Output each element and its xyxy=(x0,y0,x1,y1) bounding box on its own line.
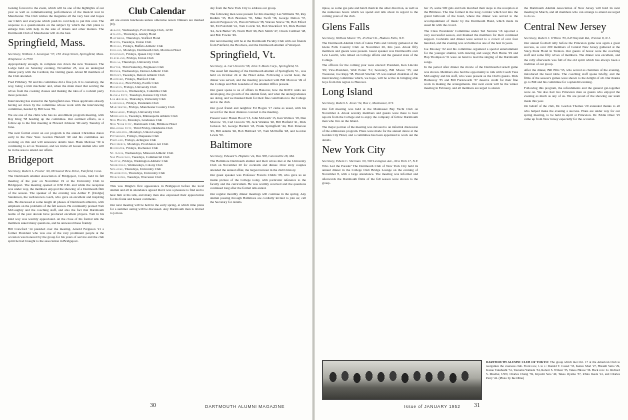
calendar-entry-city: Detroit, xyxy=(110,72,122,77)
calendar-entry-details: Wednesdays, Fort Orange Club, 12:30 xyxy=(122,27,173,32)
club-calendar-list xyxy=(110,28,204,179)
article-paragraph: On behalf of the club, Dr. Gordon Thomas '20 extended thanks to all who helped make the evening a success. Plans are under way for our spring meeting, to be held in April at Princeton. Dr. Eddie Olser '25 came up from New Jersey especially for the occasion. xyxy=(524,104,620,122)
article-paragraph: Our guest spoke to us of affairs in Hanover, how the ROTC units are developing, the growth of the alumni fund, and what the undergraduates are doing, and we thanked them for their fine contribution to the College and to the club. xyxy=(210,87,306,105)
article-paragraph: The Baltimore Dartmouth alumni and their wives met at the University Club on November 20 for cocktails and dinner. Over sixty couples attended the annual affair, the largest turnout in the club's history. xyxy=(210,159,306,172)
divider xyxy=(110,181,204,182)
article-paragraph: Our next meeting will be at the Dartmouth Faculty Club with our friends from Fairfield, the Brochers, and the Dartmouth Alumni of Westport. xyxy=(210,38,306,47)
calendar-entry-city: San Francisco, xyxy=(110,154,132,159)
calendar-entry-details: Fridays, University Club xyxy=(126,109,160,114)
left-column-3 xyxy=(210,6,306,206)
intro-paragraph: the Dartmouth Alumni Association of New Jersey will hold its next meeting in March, and all members who can arrange to attend are urged to do so. xyxy=(524,6,620,19)
calendar-entry-details: First Friday, Pacific Club xyxy=(125,80,159,85)
secretary-byline: Secretary, A. Carl Lincoln '38, John T. Mack Corp., Springfield, Vt. xyxy=(210,64,299,69)
calendar-entry-city: Buffalo, xyxy=(110,44,123,49)
calendar-entry-details: Fridays, Manchester Country Club xyxy=(128,105,175,110)
calendar-entry-city: Baltimore, xyxy=(110,35,126,40)
calendar-entry-details: Thursdays, University Club xyxy=(124,166,162,171)
calendar-entry-city: Honolulu, xyxy=(110,80,125,85)
club-calendar-intro: All are events luncheons unless otherwise noted. Dinners are marked (D). xyxy=(110,18,204,27)
section-heading-new-york-city: New York City xyxy=(322,144,386,156)
calendar-entry xyxy=(110,175,204,179)
article-paragraph: Present were: Hazen Hood '13, John McGrath '15, Ken Wallace '18, Dan Morrow '19, Carl Lincoln '38, Jack Watkins '40, Bill Hatfield '41, Dick Jackson '42, George Bartlett '43, Frank Springfield '44, Bob Peterson '45, Bill Adams '46, Bob Hubbard '47, Tom McDuffie '48, and Gordon Lewis '50. xyxy=(210,116,306,137)
calendar-entry-details: Fridays, Buffalo Athletic Club xyxy=(123,44,164,49)
page-footer: Issue of JANUARY 1952 xyxy=(404,404,461,409)
section-heading-springfield-mass: Springfield, Mass. xyxy=(8,38,86,50)
article-paragraph: Our regular monthly dinner meetings will continue in the spring. Any alumni passing through Baltimore are cordially invited to join us; call the Secretary for details. xyxy=(210,191,306,205)
calendar-entry-city: Philadelphia, xyxy=(110,130,129,135)
calendar-entry-city: Albany, xyxy=(110,27,122,32)
calendar-entry-city: Cincinnati, xyxy=(110,52,126,57)
calendar-entry-city: New Haven, xyxy=(110,117,127,122)
intro-paragraph: day from the New York City to address our group. xyxy=(210,6,277,10)
article-paragraph: Joe Mooney '22 and his committee organized a special entertainment for the younger alumni, with dancing and songs; Bob Burns '29 and Hap Thompson '31 were on hand to lead the singing of the Dartmouth songs. xyxy=(424,47,518,64)
calendar-entry-details: Tuesdays, Worcester Club xyxy=(126,175,162,180)
calendar-entry-details: Wednesdays, Colony Club xyxy=(127,162,163,167)
calendar-entry-city: Los Angeles, xyxy=(110,97,129,102)
article-paragraph: We are one of the clubs who has no enrollment program meeting, with Ray King '38 heading up the committee. Our outlined efforts, as a follow-up to the first meeting at Howard Johnson 'till early Tuesday of June. xyxy=(8,112,104,130)
calendar-entry-details: Fridays, Washington Athletic Club xyxy=(122,158,169,163)
calendar-entry-city: Kansas City, xyxy=(110,93,129,98)
section-heading-glens-falls: Glens Falls xyxy=(322,21,370,33)
calendar-entry-city: Cleveland, xyxy=(110,56,126,61)
calendar-entry-city: Dayton, xyxy=(110,64,122,69)
calendar-entry-details: Mondays, Graduates Club xyxy=(127,117,163,122)
section-heading-long-island: Long Island xyxy=(322,87,373,99)
calendar-entry-city: Dallas, xyxy=(110,60,122,65)
article-paragraph: The officers for the coming year were elected: President, Ken Lincoln '29; Vice-President, Walt Potter '31; Secretary, Bill Moore '35; and Treasurer, Joe Rapp '38. Harold Sinclair '25 was named chairman of the interviewing committee which, we hope, will be active in bringing able boys from this region to Hanover. xyxy=(322,63,418,85)
calendar-entry-city: Manchester, xyxy=(110,105,128,110)
section-heading-baltimore: Baltimore xyxy=(210,140,252,152)
secretary-byline: Secretary, Edward S. Hopkins '44, Box 308, Catonsville 28, Md. xyxy=(210,154,295,159)
calendar-entry-details: Tuesdays, Detroit Athletic Club xyxy=(122,72,165,77)
page-footer: DARTMOUTH ALUMNI MAGAZINE xyxy=(205,404,285,409)
left-column-1 xyxy=(8,6,104,245)
section-heading-bridgeport: Bridgeport xyxy=(8,155,54,167)
article-paragraph: Our annual football rally before the Princeton game was again a great success, as over 200 members of Central New Jersey gathered at the Stacy-Trent Hotel in Trenton. Our guests of honor were the coaching staff and some fifty wives of members. The dinner was excellent, and the rally afterwards was full of the old spirit which has always been a tradition of our group. xyxy=(524,40,620,66)
calendar-entry-city: Louisville, xyxy=(110,101,126,106)
article-paragraph: Our guest speaker was Professor Francis Childs '28, who gave us an inside picture of the College today, with particular reference to the faculty and the curriculum. He was warmly received and the questions continued long after the formal talk ended. xyxy=(210,173,306,191)
calendar-entry-city: Atlanta, xyxy=(110,31,123,36)
calendar-entry-city: St. Louis, xyxy=(110,150,125,155)
article-paragraph: The Dartmouth Alumni Association of Bridgeport, Conn., held its fall meeting of the year on November 19 at the University Club in Bridgeport. The meeting opened at 6:30 P.M. and while the reception was under way, the members enjoyed the showing of a Dartmouth film of the season. The speaker of the evening was Arthur F. (Dodgie) Sanderson, the well-known coach, who gave an excellent and inspiring talk. He discussed at some length all phases of Dartmouth athletics, with emphasis on the problems of the fall season. He continually praised Tom McLaughry and the coaching staff, and also the fact that Dartmouth teams of the past decade have produced excellent players. Tom in his kind way was warmly appreciated. At the close of his formal talk the members asked many questions, and he answered these frankly. xyxy=(8,174,104,225)
calendar-entry-details: Third Friday, Oklahoma Club xyxy=(133,125,173,130)
calendar-entry-city: Milwaukee, xyxy=(110,109,126,114)
calendar-entry-details: Thursdays, University Club xyxy=(129,97,166,102)
article-paragraph: Fred Pillsbury '30 and his committee did a fine job. It is customary, the way, being a trim mechanic and, when the main meal that serving the wives from the cooking classes and making the idea of a cocktail party more personal. xyxy=(8,80,104,97)
calendar-entry-details: Thursdays, University Club xyxy=(121,60,159,65)
calendar-entry-details: Fridays, University Club xyxy=(123,85,157,89)
calendar-entry-details: Thursdays, University Club xyxy=(128,170,166,175)
calendar-entry-details: Tuesdays, Union Club xyxy=(121,39,152,44)
calendar-entry-details: Third Saturday, Engineers Club xyxy=(122,64,164,69)
photo-caption xyxy=(486,361,620,381)
tokyo-club-group-photo xyxy=(322,360,482,400)
section-heading-central-new-jersey: Central New Jersey xyxy=(524,21,607,33)
calendar-entry-details: Wednesdays, Missouri Athletic Club xyxy=(124,150,174,155)
calendar-entry-details: Mondays, Providence Art Club xyxy=(127,142,169,147)
intro-paragraph: looking forward to the event, which will be one of the highlights of our year as well as commemorating performances of the musical tour in Manchester. The Club wishes the magazine all the very best and hopes our Club's and everyone which push its card help to put this over. The response to a questionnaire on the subject by which the club plans to enlarge lists with help in the sale of tickets and other matters. The Dartmouth Club of Manchester will do the best. xyxy=(8,6,104,36)
calendar-entry-details: Fridays, Union Club xyxy=(126,56,154,61)
article-paragraph: Appropriately enough, in complete run down the new Treasurer. The Lodge held on Saturday evening, November 23, was an undergrad dinner party with the Cardinal, the visiting guest. About 60 members of the Club attended. xyxy=(8,61,104,79)
article-paragraph: Interviewing has started in the Springfield area. Three applicants already having set down by the committee whose work with the interviewing committee, headed by Bill Goss '39. xyxy=(8,98,104,112)
calendar-entry-details: Tuesdays, Minneapolis Athletic Club xyxy=(128,113,178,118)
article-paragraph: The following men were present for this meeting: Les Williams '30, Ray Rudkin '33, Bob Brennan '35, Mike Swift '36, George Dalton '37, Arnold Ferguson '21, Harold Wilson '38, Warren Struve '39, Bob Elford '40, Ed Fairchild '41, Tom Corvin '42, Bob Shackford '43, Dick Bartlett '44, Jack Butler '45, Norm Hull '46, Bob Smith '47, Chuck Cuthbert '48, and Bob Fowler '49. xyxy=(210,11,306,37)
club-calendar-title: Club Calendar xyxy=(128,6,186,16)
calendar-entry-city: Indianapolis, xyxy=(110,89,128,94)
article-paragraph: In the period after dinner the movie of the Dartmouth-Cornell game was shown. Members also had the opportunity to talk with Coach Tuss McLaughry and his staff, who were present as the Club's guests. Dick Hathaway '35 and Bill Farnsworth '37 deserve credit for their fine work in making the arrangements. Our next event will be the winter meeting in February, and all members are urged to attend. xyxy=(424,65,518,91)
article-paragraph: Our fall meeting was held at the Manhasset Bay Yacht Club on November 4. About seventy members and guests were there to hear reports from the College and to enjoy the company of fellow Dartmouth men who live on the Island. xyxy=(322,106,418,124)
calendar-entry-details: Fridays, Duquesne Club xyxy=(126,134,159,139)
calendar-entry-city: Pittsburgh, xyxy=(110,134,127,139)
calendar-entry-city: Chicago, xyxy=(110,48,123,53)
section-heading-springfield-vt: Springfield, Vt. xyxy=(210,50,276,62)
article-paragraph: The usual fall meeting of the Dartmouth Alumni of Springfield, Vt., was held on October 24 at the Hotel Adna. Following a social hour, the dinner was served, and the meeting proceeded with Bill Morrow '49 of the College and Bob Gaudette of the Alumni Office present. xyxy=(210,69,306,86)
calendar-entry-details: Thursdays, Ansley Hotel xyxy=(123,31,157,36)
calendar-entry-details: Wednesdays, Columbia Club xyxy=(128,89,168,94)
photo-caption-text: The group which met Oct. 17 at the American Club to reorganize the overseas club. Front row, l. to r.: Donald T. Cassel '33, Kenzo Mori '27, Hisashi Saito '29, Kazuo Takahashi '31, Tsutomu Yamada '34, Robert S. Wilson '35, Takeo Hirose '36. Back row: Lt. Richard S. Mueller, USN, Charles Chang '39, Kiyoshi Sato '40, Takao Oyama '37, Ichiro Ikeda '41, and Charles Perry '42. (Photo by Ike Ohno) xyxy=(486,360,621,380)
calendar-entry-details: Fridays, Pendennis Club xyxy=(126,101,159,106)
article-paragraph: The Class Presidents' Committee under Ted Stevens '16 reported a very successful season, and thanked the members for their continued support. Cocktails and dinner were served to a crowd of over four hundred, and the evening was acclaimed as one of the best in years. xyxy=(424,28,518,46)
intro-paragraph: tiptoe, so some gas pale and hatch them in the other direction, as well as the numerous hours which we spend and talk about in regard to the coming years of the club. xyxy=(322,6,418,19)
calendar-note: Our next meeting will be held in the early spring, at which time plans for a summer outing will be discussed. Any Dartmouth man is invited to join us. xyxy=(110,202,204,215)
calendar-entry-city: Springfield, xyxy=(110,162,127,167)
article-paragraph: ber 15, some 500 gals and lads marched their steps to the reception at the Biltmore. The line formed in the long corridor which led into the grand ballroom of the hotel, where the dinner was served to the accompaniment of music by the Dartmouth Band, which made its usual hit with the crowd. xyxy=(424,6,518,27)
calendar-entry-details: Dartmouth Club, Biltmore Hotel xyxy=(133,121,177,126)
calendar-entry-city: Minneapolis, xyxy=(110,113,128,118)
article-paragraph: Following this program, the refreshments and the general get-together were on. We also had two Princeton men as guests who enjoyed the evening as much as any of us. We are proud of the showing our team made this year. xyxy=(524,86,620,103)
secretary-byline: Secretary, Edwin C. Sherman '29, 500 Lexington Ave., New York 17, N.Y. xyxy=(322,158,418,163)
calendar-entry-details: Wednesdays, Denver Athletic Club xyxy=(122,68,169,73)
right-column-3 xyxy=(524,6,620,123)
right-column-2 xyxy=(424,6,518,358)
article-paragraph: The Dartmouth Alumni Club of Glens Falls and vicinity gathered at the Glens Falls Country Club on November 26, this year. About fifty members and guests were present. Guest speaker was Dartmouth's own Lew Leavitt, who talked on College affairs and the general state of the College. xyxy=(322,40,418,62)
calendar-entry-details: Fridays, Queen City Club xyxy=(126,52,161,57)
calendar-entry-details: Thursdays, Stafford Hotel xyxy=(125,35,161,40)
calendar-entry-details: Tuesdays, Commercial Club xyxy=(131,154,170,159)
article-paragraph: Bill Crawford '14 presided over the meeting. Arnold Ferguson '21 a former President who was one of the very prominent people at the occasion was honored by the group for his years of service and the club spirit he had brought to the association in Bridgeport. xyxy=(8,226,104,244)
club-calendar-column xyxy=(110,6,204,217)
calendar-entry-city: Oklahoma City, xyxy=(110,125,133,130)
calendar-entry-city: Worcester, xyxy=(110,175,127,180)
secretary-byline: Secretary, William Moore '35, 45 Pearl St., Hudson Falls, N.Y. xyxy=(322,35,405,40)
calendar-entry-details: Fridays, Arlington Club xyxy=(124,138,157,143)
secretary-byline: Secretary, Robert J. O'Hara '39, 643 Wayside Rd., Trenton 8, N.J. xyxy=(524,35,611,40)
secretary-byline: Secretary, Robert S. Jones '34, Box 1, Manhasset, N.Y. xyxy=(322,101,394,106)
secretary-byline: Secretary, William J. Lonergan '37, 150 Jesup Street, Springfield, Mass. Telephone: 2-7550 xyxy=(8,52,104,61)
calendar-entry-city: Portland, xyxy=(110,138,124,143)
article-paragraph: The major portion of the meeting was devoted to an informal discussion of the admissions program. Plans were made for the annual dance at the Garden City Hotel, and a committee has been appointed to work out the details. xyxy=(322,125,418,142)
right-column-1 xyxy=(322,6,418,358)
calendar-entry-city: Seattle, xyxy=(110,158,122,163)
calendar-entry-details: Tuesdays, Kansas City Club xyxy=(129,93,167,98)
article-paragraph: The next formal event on our program is the annual Christmas dance early in the New Year. Gordon Hartzell '40 and his committee are working on this and will announce details later. Hank Melrose '30 is continuing to act as Treasurer, and we invite all Green alumni who will be in the area to attend our affairs. xyxy=(8,131,104,153)
page-number: 30 xyxy=(150,403,156,409)
calendar-entry-city: New York City, xyxy=(110,121,133,126)
calendar-entry-details: Mondays, Union League xyxy=(129,130,163,135)
article-paragraph: Who Led the Parade? The Dartmouth Club of New York City held its annual dinner in the College Club Bridge Lounge on the evening of November 8, with a large attendance. The meeting was informal and afterwards the Dartmouth films of the fall season were shown to the group. xyxy=(322,164,418,185)
calendar-entry-city: Houston, xyxy=(110,85,123,89)
calendar-entry-city: Providence, xyxy=(110,142,127,147)
calendar-entry-details: Fridays, Hartford Club xyxy=(125,76,156,81)
calendar-entry-details: Fridays, Rochester Club xyxy=(126,146,159,151)
calendar-entry-city: Syracuse, xyxy=(110,166,124,171)
calendar-entry-city: Boston, xyxy=(110,39,122,44)
calendar-note: This was Dingle's first appearance in Bridgeport before the local alumni and all in attendance agreed that it was a pleasure to find and to hear him at his talk, and many men also expressed their appreciation for his frank and honest comments. xyxy=(110,184,204,201)
article-paragraph: Our good friend and neighbor Ed Hogan '17 came as usual, with his record for the most distance covered to the meeting. xyxy=(210,106,306,115)
calendar-entry-city: Washington, xyxy=(110,170,128,175)
calendar-entry-city: Rochester, xyxy=(110,146,126,151)
secretary-byline: Secretary, Robert L. Fowler '49, 68 Sound View Drive, Fairfield, Conn. xyxy=(8,169,103,174)
calendar-entry-city: Denver, xyxy=(110,68,122,73)
page-number: 31 xyxy=(474,403,480,409)
photo-caption-title: DARTMOUTH ALUMNI CLUB OF TOKYO: xyxy=(486,360,549,364)
article-paragraph: After the dinner, Bill Ellis '33, who served as chairman of the evening, introduced the head table. The coaching staff spoke briefly, and the films of the season's games were shown to the delight of all. Our thanks go to Bill and his committee for a splendid evening. xyxy=(524,67,620,85)
calendar-entry-details: Mondays, Dartmouth Club, Morrison Hotel xyxy=(123,48,181,53)
calendar-entry-city: Hartford, xyxy=(110,76,125,81)
right-page xyxy=(314,0,628,420)
